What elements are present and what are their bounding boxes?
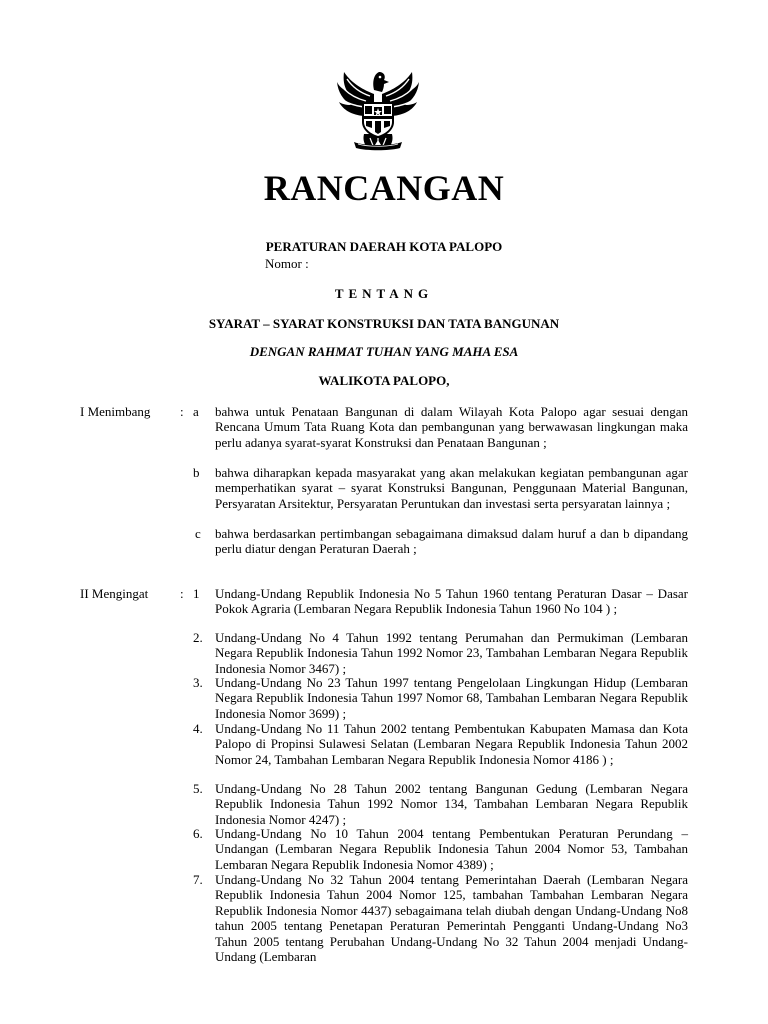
preamble-invocation: DENGAN RAHMAT TUHAN YANG MAHA ESA <box>249 344 519 359</box>
list-marker: a <box>193 404 199 419</box>
regulation-number: Nomor : <box>265 256 309 271</box>
issuing-authority: WALIKOTA PALOPO, <box>318 373 450 388</box>
list-item: bahwa berdasarkan pertimbangan sebagaimana dimaksud dalam huruf a dan b dipandang perlu diatur dengan Peraturan Daerah ; <box>215 526 688 557</box>
list-marker: 3. <box>193 675 203 690</box>
section-colon: : <box>180 404 184 419</box>
list-marker: c <box>195 526 201 541</box>
section-label-mengingat: II Mengingat <box>80 586 149 601</box>
regulation-subject: SYARAT – SYARAT KONSTRUKSI DAN TATA BANGUNAN <box>208 316 560 331</box>
list-item: Undang-Undang No 11 Tahun 2002 tentang Pembentukan Kabupaten Mamasa dan Kota Palopo di Propinsi Sulawesi Selatan (Lembaran Negara Republik Indonesia Tahun 2002 Nomor 24, Tambahan Lembaran Negara Republik Indonesia Nomor 4186 ) ; <box>215 721 688 767</box>
list-item: bahwa diharapkan kepada masyarakat yang akan melakukan kegiatan pembangunan agar memperhatikan syarat – syarat Konstruksi Bangunan, Penggunaan Material Bangunan, Persyaratan Arsitektur, Persyaratan Peruntukan dan investasi serta persyaratan lainnya ; <box>215 465 688 511</box>
section-colon: : <box>180 586 184 601</box>
section-label-menimbang: I Menimbang <box>80 404 151 419</box>
list-marker: 2. <box>193 630 203 645</box>
list-item: bahwa untuk Penataan Bangunan di dalam Wilayah Kota Palopo agar sesuai dengan Rencana Umum Tata Ruang Kota dan pembangunan yang berwawasan lingkungan maka perlu adanya syarat-syarat Konstruksi dan Penataan Bangunan ; <box>215 404 688 450</box>
regulation-heading: PERATURAN DAERAH KOTA PALOPO <box>265 239 503 254</box>
list-marker: 6. <box>193 826 203 841</box>
list-item: Undang-Undang No 4 Tahun 1992 tentang Perumahan dan Permukiman (Lembaran Negara Republik Indonesia Tahun 1992 Nomor 23, Tambahan Lembaran Negara Republik Indonesia Nomor 3467) ; <box>215 630 688 676</box>
list-item: Undang-Undang No 28 Tahun 2002 tentang Bangunan Gedung (Lembaran Negara Republik Indonesia Tahun 1992 Nomor 134, Tambahan Lembaran Negara Republik Indonesia Nomor 4247) ; <box>215 781 688 827</box>
list-marker: 1 <box>193 586 200 601</box>
document-title: RANCANGAN <box>263 168 505 208</box>
list-marker: 7. <box>193 872 203 887</box>
list-item: Undang-Undang Republik Indonesia No 5 Tahun 1960 tentang Peraturan Dasar – Dasar Pokok Agraria (Lembaran Negara Republik Indonesia Tahun 1960 No 104 ) ; <box>215 586 688 617</box>
list-item: Undang-Undang No 23 Tahun 1997 tentang Pengelolaan Lingkungan Hidup (Lembaran Negara Republik Indonesia Tahun 1997 Nomor 68, Tambahan Lembaran Negara Republik Indonesia Nomor 3699) ; <box>215 675 688 721</box>
list-item: Undang-Undang No 10 Tahun 2004 tentang Pembentukan Peraturan Perundang – Undangan (Lembaran Negara Republik Indonesia Tahun 2004 Nomor 53, Tambahan Lembaran Negara Republik Indonesia Nomor 4389) ; <box>215 826 688 872</box>
list-marker: 4. <box>193 721 203 736</box>
list-item: Undang-Undang No 32 Tahun 2004 tentang Pemerintahan Daerah (Lembaran Negara Republik Indonesia Tahun 2004 Nomor 125, tambahan Tambahan Lembaran Negara Republik Indonesia Nomor 4437) sebagaimana telah diubah dengan Undang-Undang No8 tahun 2005 tentang Penetapan Peraturan Pemerintah Pengganti Undang-Undang No3 Tahun 2005 tentang Perubahan Undang-Undang No 32 Tahun 2004 menjadi Undang-Undang (Lembaran <box>215 872 688 965</box>
list-marker: 5. <box>193 781 203 796</box>
list-marker: b <box>193 465 200 480</box>
tentang-heading: TENTANG <box>334 286 434 301</box>
garuda-emblem-icon <box>334 60 422 156</box>
